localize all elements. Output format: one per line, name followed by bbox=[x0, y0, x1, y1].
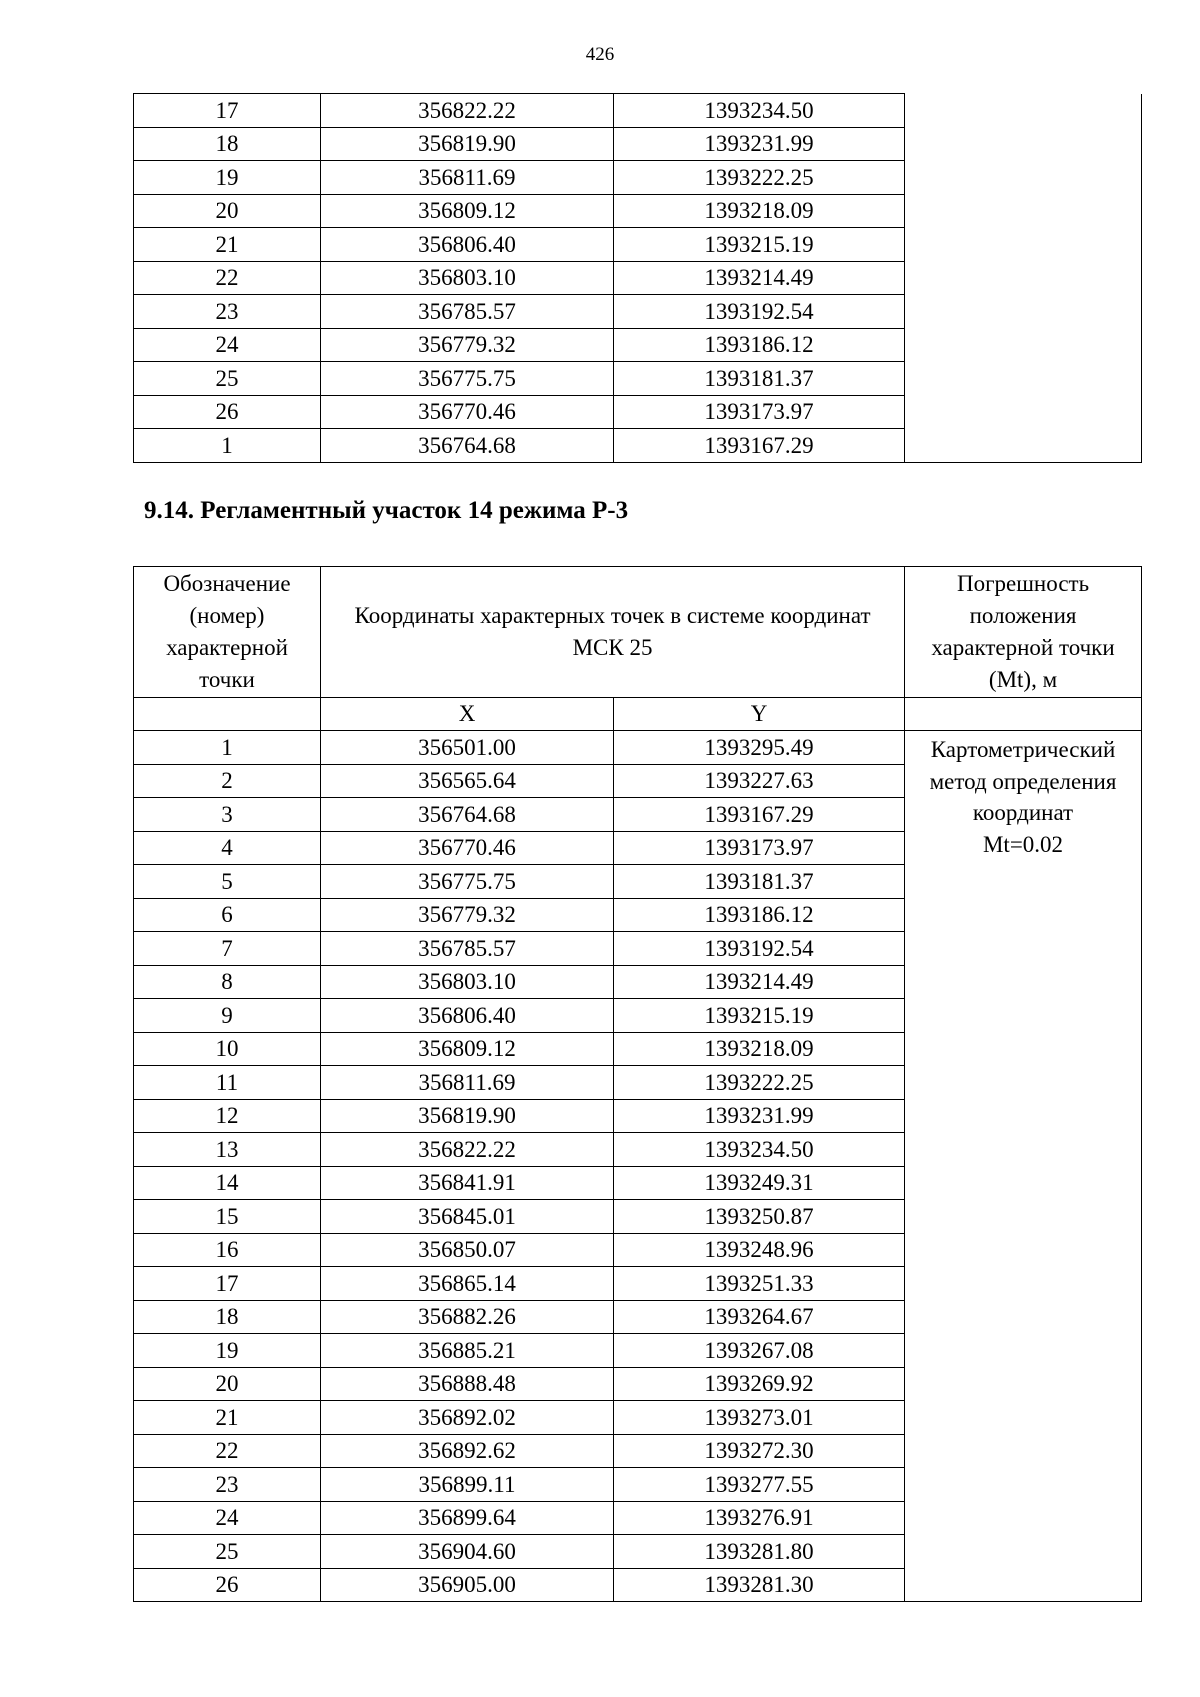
point-number-cell: 6 bbox=[134, 898, 321, 932]
header-point-designation: Обозначение (номер) характерной точки bbox=[134, 567, 321, 698]
y-coordinate-cell: 1393173.97 bbox=[614, 395, 905, 429]
table-row bbox=[134, 94, 1142, 128]
header-y: Y bbox=[614, 698, 905, 731]
x-coordinate-cell: 356892.62 bbox=[321, 1434, 614, 1468]
point-number-cell: 23 bbox=[134, 295, 321, 329]
previous-coordinates-table bbox=[133, 93, 1142, 463]
x-coordinate-cell: 356811.69 bbox=[321, 161, 614, 195]
y-coordinate-cell: 1393181.37 bbox=[614, 362, 905, 396]
x-coordinate-cell: 356845.01 bbox=[321, 1200, 614, 1234]
point-number-cell: 24 bbox=[134, 328, 321, 362]
x-coordinate-cell: 356764.68 bbox=[321, 429, 614, 463]
x-coordinate-cell: 356882.26 bbox=[321, 1300, 614, 1334]
point-number-cell: 11 bbox=[134, 1066, 321, 1100]
x-coordinate-cell: 356785.57 bbox=[321, 295, 614, 329]
point-number-cell: 9 bbox=[134, 999, 321, 1033]
point-number-cell: 7 bbox=[134, 932, 321, 966]
point-number-cell: 15 bbox=[134, 1200, 321, 1234]
page-number: 426 bbox=[585, 44, 615, 65]
y-coordinate-cell: 1393231.99 bbox=[614, 1099, 905, 1133]
axis-header-empty bbox=[905, 698, 1142, 731]
point-number-cell: 23 bbox=[134, 1468, 321, 1502]
x-coordinate-cell: 356822.22 bbox=[321, 1133, 614, 1167]
accuracy-note-cell bbox=[905, 731, 1142, 1602]
y-coordinate-cell: 1393186.12 bbox=[614, 898, 905, 932]
y-coordinate-cell: 1393249.31 bbox=[614, 1166, 905, 1200]
x-coordinate-cell: 356803.10 bbox=[321, 965, 614, 999]
y-coordinate-cell: 1393281.30 bbox=[614, 1568, 905, 1602]
point-number-cell: 25 bbox=[134, 362, 321, 396]
x-coordinate-cell: 356888.48 bbox=[321, 1367, 614, 1401]
y-coordinate-cell: 1393276.91 bbox=[614, 1501, 905, 1535]
y-coordinate-cell: 1393295.49 bbox=[614, 731, 905, 765]
y-coordinate-cell: 1393234.50 bbox=[614, 94, 905, 128]
point-number-cell: 12 bbox=[134, 1099, 321, 1133]
accuracy-note-line: метод определения bbox=[929, 768, 1117, 794]
x-coordinate-cell: 356501.00 bbox=[321, 731, 614, 765]
y-coordinate-cell: 1393277.55 bbox=[614, 1468, 905, 1502]
point-number-cell: 19 bbox=[134, 1334, 321, 1368]
point-number-cell: 18 bbox=[134, 127, 321, 161]
y-coordinate-cell: 1393173.97 bbox=[614, 831, 905, 865]
x-coordinate-cell: 356779.32 bbox=[321, 328, 614, 362]
x-coordinate-cell: 356809.12 bbox=[321, 194, 614, 228]
y-coordinate-cell: 1393218.09 bbox=[614, 194, 905, 228]
header-error: Погрешность положения характерной точки (Mt), м bbox=[905, 567, 1142, 698]
y-coordinate-cell: 1393215.19 bbox=[614, 999, 905, 1033]
y-coordinate-cell: 1393167.29 bbox=[614, 429, 905, 463]
point-number-cell: 26 bbox=[134, 1568, 321, 1602]
y-coordinate-cell: 1393186.12 bbox=[614, 328, 905, 362]
y-coordinate-cell: 1393214.49 bbox=[614, 261, 905, 295]
y-coordinate-cell: 1393272.30 bbox=[614, 1434, 905, 1468]
y-coordinate-cell: 1393167.29 bbox=[614, 798, 905, 832]
x-coordinate-cell: 356885.21 bbox=[321, 1334, 614, 1368]
x-coordinate-cell: 356775.75 bbox=[321, 362, 614, 396]
x-coordinate-cell: 356775.75 bbox=[321, 865, 614, 899]
point-number-cell: 18 bbox=[134, 1300, 321, 1334]
point-number-cell: 10 bbox=[134, 1032, 321, 1066]
x-coordinate-cell: 356905.00 bbox=[321, 1568, 614, 1602]
y-coordinate-cell: 1393192.54 bbox=[614, 932, 905, 966]
y-coordinate-cell: 1393273.01 bbox=[614, 1401, 905, 1435]
point-number-cell: 21 bbox=[134, 1401, 321, 1435]
axis-header-row bbox=[134, 698, 1142, 731]
x-coordinate-cell: 356779.32 bbox=[321, 898, 614, 932]
y-coordinate-cell: 1393222.25 bbox=[614, 161, 905, 195]
coordinates-table bbox=[133, 566, 1142, 1602]
point-number-cell: 26 bbox=[134, 395, 321, 429]
point-number-cell: 14 bbox=[134, 1166, 321, 1200]
header-x: X bbox=[321, 698, 614, 731]
point-number-cell: 25 bbox=[134, 1535, 321, 1569]
x-coordinate-cell: 356806.40 bbox=[321, 228, 614, 262]
point-number-cell: 22 bbox=[134, 1434, 321, 1468]
y-coordinate-cell: 1393192.54 bbox=[614, 295, 905, 329]
y-coordinate-cell: 1393248.96 bbox=[614, 1233, 905, 1267]
y-coordinate-cell: 1393281.80 bbox=[614, 1535, 905, 1569]
y-coordinate-cell: 1393181.37 bbox=[614, 865, 905, 899]
point-number-cell: 20 bbox=[134, 194, 321, 228]
y-coordinate-cell: 1393251.33 bbox=[614, 1267, 905, 1301]
y-coordinate-cell: 1393222.25 bbox=[614, 1066, 905, 1100]
x-coordinate-cell: 356904.60 bbox=[321, 1535, 614, 1569]
point-number-cell: 21 bbox=[134, 228, 321, 262]
y-coordinate-cell: 1393218.09 bbox=[614, 1032, 905, 1066]
x-coordinate-cell: 356565.64 bbox=[321, 764, 614, 798]
y-coordinate-cell: 1393231.99 bbox=[614, 127, 905, 161]
x-coordinate-cell: 356764.68 bbox=[321, 798, 614, 832]
point-number-cell: 1 bbox=[134, 429, 321, 463]
point-number-cell: 8 bbox=[134, 965, 321, 999]
previous-table-body bbox=[134, 94, 1142, 463]
coordinates-table-body bbox=[134, 731, 1142, 1602]
point-number-cell: 17 bbox=[134, 1267, 321, 1301]
x-coordinate-cell: 356811.69 bbox=[321, 1066, 614, 1100]
y-coordinate-cell: 1393215.19 bbox=[614, 228, 905, 262]
x-coordinate-cell: 356770.46 bbox=[321, 395, 614, 429]
y-coordinate-cell: 1393269.92 bbox=[614, 1367, 905, 1401]
header-row bbox=[134, 567, 1142, 698]
point-number-cell: 5 bbox=[134, 865, 321, 899]
x-coordinate-cell: 356819.90 bbox=[321, 127, 614, 161]
point-number-cell: 1 bbox=[134, 731, 321, 765]
y-coordinate-cell: 1393214.49 bbox=[614, 965, 905, 999]
point-number-cell: 22 bbox=[134, 261, 321, 295]
x-coordinate-cell: 356899.11 bbox=[321, 1468, 614, 1502]
point-number-cell: 2 bbox=[134, 764, 321, 798]
x-coordinate-cell: 356822.22 bbox=[321, 94, 614, 128]
table-row bbox=[134, 731, 1142, 765]
point-number-cell: 17 bbox=[134, 94, 321, 128]
x-coordinate-cell: 356806.40 bbox=[321, 999, 614, 1033]
accuracy-note-line: Картометрический bbox=[930, 737, 1116, 762]
y-coordinate-cell: 1393264.67 bbox=[614, 1300, 905, 1334]
point-number-cell: 19 bbox=[134, 161, 321, 195]
x-coordinate-cell: 356899.64 bbox=[321, 1501, 614, 1535]
y-coordinate-cell: 1393234.50 bbox=[614, 1133, 905, 1167]
x-coordinate-cell: 356809.12 bbox=[321, 1032, 614, 1066]
x-coordinate-cell: 356892.02 bbox=[321, 1401, 614, 1435]
x-coordinate-cell: 356850.07 bbox=[321, 1233, 614, 1267]
x-coordinate-cell: 356819.90 bbox=[321, 1099, 614, 1133]
point-number-cell: 13 bbox=[134, 1133, 321, 1167]
y-coordinate-cell: 1393250.87 bbox=[614, 1200, 905, 1234]
section-heading: 9.14. Регламентный участок 14 режима Р-3 bbox=[144, 497, 629, 524]
accuracy-note-cell bbox=[905, 94, 1142, 463]
x-coordinate-cell: 356841.91 bbox=[321, 1166, 614, 1200]
y-coordinate-cell: 1393267.08 bbox=[614, 1334, 905, 1368]
header-coordinates: Координаты характерных точек в системе координат МСК 25 bbox=[321, 567, 905, 698]
x-coordinate-cell: 356865.14 bbox=[321, 1267, 614, 1301]
point-number-cell: 4 bbox=[134, 831, 321, 865]
axis-header-empty bbox=[134, 698, 321, 731]
accuracy-note-line: координат bbox=[972, 800, 1074, 825]
x-coordinate-cell: 356770.46 bbox=[321, 831, 614, 865]
y-coordinate-cell: 1393227.63 bbox=[614, 764, 905, 798]
point-number-cell: 16 bbox=[134, 1233, 321, 1267]
point-number-cell: 24 bbox=[134, 1501, 321, 1535]
accuracy-note-line: Mt=0.02 bbox=[982, 831, 1064, 857]
point-number-cell: 3 bbox=[134, 798, 321, 832]
point-number-cell: 20 bbox=[134, 1367, 321, 1401]
x-coordinate-cell: 356803.10 bbox=[321, 261, 614, 295]
x-coordinate-cell: 356785.57 bbox=[321, 932, 614, 966]
